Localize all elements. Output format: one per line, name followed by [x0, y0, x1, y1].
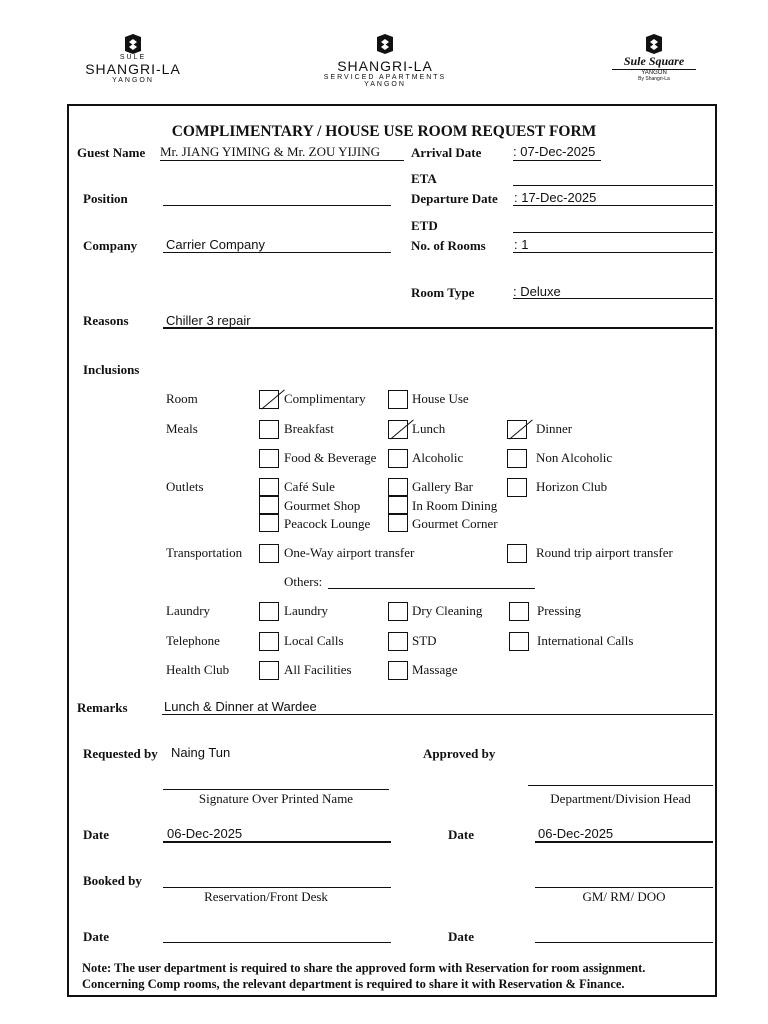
pressing-label: Pressing — [537, 603, 582, 618]
approved-by-label: Approved by — [423, 746, 496, 761]
international-calls-label: International Calls — [537, 633, 634, 648]
logo-left-line1: SULE — [119, 54, 147, 61]
gourmet-shop-checkbox[interactable] — [259, 496, 279, 514]
booked-date-label: Date — [83, 929, 109, 944]
booked-sign-line[interactable] — [163, 887, 391, 888]
approve-date-value[interactable]: 06-Dec-2025 — [538, 826, 614, 841]
cafe-sule-checkbox[interactable] — [259, 478, 279, 496]
remarks-value[interactable]: Lunch & Dinner at Wardee — [164, 699, 317, 714]
gm-date-label: Date — [448, 929, 474, 944]
lunch-label: Lunch — [412, 421, 446, 436]
food-beverage-checkbox[interactable] — [259, 449, 279, 468]
departure-date-value[interactable]: : 17-Dec-2025 — [514, 190, 597, 205]
etd-label: ETD — [411, 218, 438, 233]
request-date-value[interactable]: 06-Dec-2025 — [167, 826, 243, 841]
gm-date-line[interactable] — [535, 942, 713, 943]
signature-caption: Signature Over Printed Name — [198, 791, 354, 806]
complimentary-label: Complimentary — [284, 391, 366, 406]
shangri-la-emblem-icon — [377, 34, 393, 54]
outlets-row-label: Outlets — [166, 479, 204, 494]
food-beverage-label: Food & Beverage — [284, 450, 377, 465]
requested-by-label: Requested by — [83, 746, 158, 761]
position-label: Position — [83, 191, 128, 206]
logo-right-line1: Sule Square — [612, 54, 696, 70]
others-line[interactable] — [328, 588, 535, 589]
reasons-label: Reasons — [83, 313, 129, 328]
dry-cleaning-checkbox[interactable] — [388, 602, 408, 621]
logo-sule-shangri-la — [78, 34, 188, 84]
logo-left-line3: YANGON — [112, 77, 154, 84]
all-facilities-checkbox[interactable] — [259, 661, 279, 680]
gourmet-shop-label: Gourmet Shop — [284, 498, 361, 513]
note-line-1: Note: The user department is required to share the approved form with Reservation for room assignment. — [82, 961, 646, 975]
dinner-label: Dinner — [536, 421, 573, 436]
transportation-row-label: Transportation — [166, 545, 243, 560]
approved-sign-line[interactable] — [528, 785, 713, 786]
gourmet-corner-checkbox[interactable] — [388, 514, 408, 532]
logo-left-line2: SHANGRI-LA — [85, 61, 181, 77]
eta-label: ETA — [411, 171, 437, 186]
form-title: COMPLIMENTARY / HOUSE USE ROOM REQUEST FORM — [171, 123, 597, 140]
laundry-checkbox[interactable] — [259, 602, 279, 621]
pressing-checkbox[interactable] — [509, 602, 529, 621]
eta-line[interactable] — [513, 185, 713, 186]
request-date-label: Date — [83, 827, 109, 842]
house-use-label: House Use — [412, 391, 469, 406]
logo-shangri-la-serviced — [320, 34, 450, 88]
house-use-checkbox[interactable] — [388, 390, 408, 409]
local-calls-label: Local Calls — [284, 633, 344, 648]
one-way-transfer-checkbox[interactable] — [259, 544, 279, 563]
logo-center-line3: YANGON — [364, 81, 406, 88]
dept-head-caption: Department/Division Head — [550, 791, 691, 806]
departure-date-label: Departure Date — [411, 191, 498, 206]
no-of-rooms-line — [513, 252, 713, 253]
international-calls-checkbox[interactable] — [509, 632, 529, 651]
booked-by-label: Booked by — [83, 873, 142, 888]
meals-row-label: Meals — [166, 421, 198, 436]
guest-name-line — [160, 160, 404, 161]
health-club-row-label: Health Club — [166, 662, 230, 677]
departure-date-line — [513, 205, 713, 206]
lunch-checkbox[interactable] — [388, 420, 408, 439]
gm-sign-line[interactable] — [535, 887, 713, 888]
company-value[interactable]: Carrier Company — [166, 237, 265, 252]
non-alcoholic-checkbox[interactable] — [507, 449, 527, 468]
reasons-line — [163, 327, 713, 329]
one-way-transfer-label: One-Way airport transfer — [284, 545, 415, 560]
peacock-lounge-checkbox[interactable] — [259, 514, 279, 532]
arrival-date-line — [513, 160, 601, 161]
logo-right-line2: YANGON — [641, 70, 667, 76]
room-type-label: Room Type — [411, 285, 475, 300]
breakfast-checkbox[interactable] — [259, 420, 279, 439]
laundry-row-label: Laundry — [166, 603, 211, 618]
arrival-date-value[interactable]: : 07-Dec-2025 — [513, 144, 596, 159]
telephone-row-label: Telephone — [166, 633, 220, 648]
guest-name-label: Guest Name — [77, 145, 146, 160]
booked-date-line[interactable] — [163, 942, 391, 943]
gallery-bar-label: Gallery Bar — [412, 479, 474, 494]
no-of-rooms-value[interactable]: : 1 — [514, 237, 529, 252]
local-calls-checkbox[interactable] — [259, 632, 279, 651]
gallery-bar-checkbox[interactable] — [388, 478, 408, 496]
non-alcoholic-label: Non Alcoholic — [536, 450, 613, 465]
gourmet-corner-label: Gourmet Corner — [412, 516, 498, 531]
cafe-sule-label: Café Sule — [284, 479, 335, 494]
breakfast-label: Breakfast — [284, 421, 334, 436]
reasons-value[interactable]: Chiller 3 repair — [166, 313, 251, 328]
requested-by-value[interactable]: Naing Tun — [171, 745, 231, 760]
complimentary-checkbox[interactable] — [259, 390, 279, 409]
remarks-line — [162, 714, 713, 715]
logo-center-line2: SERVICED APARTMENTS — [323, 74, 447, 81]
logo-sule-square — [612, 34, 696, 82]
horizon-club-label: Horizon Club — [536, 479, 608, 494]
round-trip-transfer-checkbox[interactable] — [507, 544, 527, 563]
horizon-club-checkbox[interactable] — [507, 478, 527, 497]
shangri-la-emblem-icon — [646, 34, 662, 54]
peacock-lounge-label: Peacock Lounge — [284, 516, 371, 531]
logo-right-line3: By Shangri-La — [638, 76, 670, 82]
in-room-dining-label: In Room Dining — [412, 498, 498, 513]
gm-caption: GM/ RM/ DOO — [582, 889, 666, 904]
alcoholic-checkbox[interactable] — [388, 449, 408, 468]
dry-cleaning-label: Dry Cleaning — [412, 603, 483, 618]
std-label: STD — [412, 633, 437, 648]
massage-label: Massage — [412, 662, 458, 677]
company-label: Company — [83, 238, 138, 253]
std-checkbox[interactable] — [388, 632, 408, 651]
note-text — [82, 960, 712, 992]
position-line[interactable] — [163, 205, 391, 206]
remarks-label: Remarks — [77, 700, 128, 715]
round-trip-transfer-label: Round trip airport transfer — [536, 545, 673, 560]
laundry-label: Laundry — [284, 603, 329, 618]
dinner-checkbox[interactable] — [507, 420, 527, 439]
note-line-2: Concerning Comp rooms, the relevant department is required to share it with Reservation & Finance. — [82, 977, 625, 991]
approve-date-line — [535, 841, 713, 843]
no-of-rooms-label: No. of Rooms — [411, 238, 486, 253]
etd-line[interactable] — [513, 232, 713, 233]
others-label: Others: — [284, 574, 323, 589]
requested-sign-line[interactable] — [163, 789, 389, 790]
logo-center-line1: SHANGRI-LA — [337, 58, 433, 74]
shangri-la-emblem-icon — [125, 34, 141, 54]
in-room-dining-checkbox[interactable] — [388, 496, 408, 514]
room-type-line — [513, 298, 713, 299]
request-date-line — [163, 841, 391, 843]
reservation-caption: Reservation/Front Desk — [204, 889, 328, 904]
company-line — [163, 252, 391, 253]
alcoholic-label: Alcoholic — [412, 450, 464, 465]
inclusions-label: Inclusions — [83, 362, 140, 377]
massage-checkbox[interactable] — [388, 661, 408, 680]
room-type-value[interactable]: : Deluxe — [513, 284, 561, 299]
all-facilities-label: All Facilities — [284, 662, 352, 677]
guest-name-value[interactable]: Mr. JIANG YIMING & Mr. ZOU YIJING — [160, 144, 381, 159]
arrival-date-label: Arrival Date — [411, 145, 482, 160]
room-row-label: Room — [166, 391, 198, 406]
approve-date-label: Date — [448, 827, 474, 842]
